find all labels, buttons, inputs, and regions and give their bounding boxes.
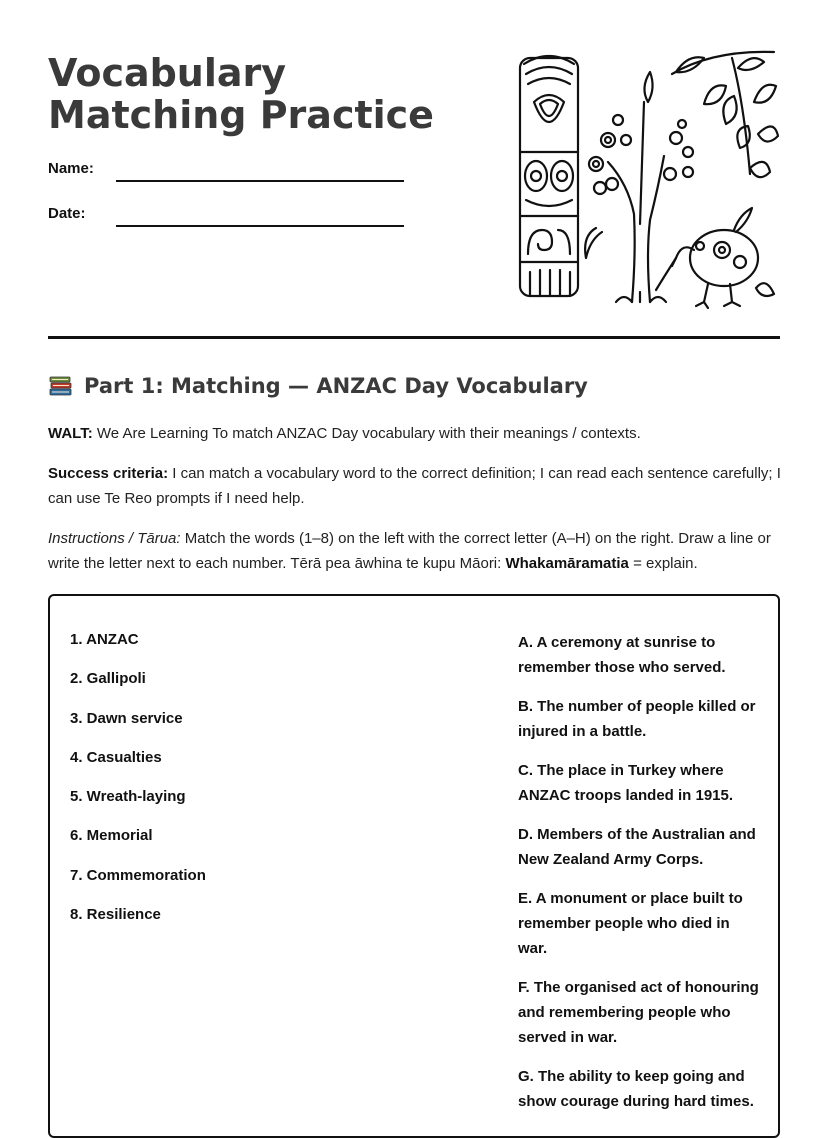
instructions-paragraph <box>48 526 782 576</box>
carved-post-icon <box>520 56 578 296</box>
instructions-text: Match the words (1–8) on the left with the correct letter (A–H) on the right. Draw a line or write the letter next to each number. Tērā pea āwhina te kupu Māori: <box>48 530 771 572</box>
name-label: Name: <box>48 160 94 177</box>
name-field[interactable] <box>116 180 404 182</box>
word-item[interactable]: 5. Wreath-laying <box>70 788 186 806</box>
word-item[interactable]: 2. Gallipoli <box>70 670 146 688</box>
success-criteria-label: Success criteria: <box>48 465 169 482</box>
word-item[interactable]: 3. Dawn service <box>70 709 183 727</box>
definition-item[interactable]: A. A ceremony at sunrise to remember those who served. <box>518 634 726 676</box>
kiwi-bird-icon <box>656 208 774 308</box>
word-item[interactable]: 8. Resilience <box>70 906 161 924</box>
walt-paragraph <box>48 421 782 446</box>
instructions-label: Instructions / Tārua: <box>48 530 181 547</box>
word-item[interactable]: 1. ANZAC <box>70 631 139 648</box>
success-criteria-text: I can match a vocabulary word to the correct definition; I can read each sentence carefully; I can use Te Reo prompts if I need help. <box>48 465 781 507</box>
maori-word: Whakamāramatia <box>505 555 629 572</box>
books-icon <box>48 374 74 398</box>
walt-label: WALT: <box>48 425 93 442</box>
matching-box <box>48 594 780 1138</box>
tree-icon <box>585 72 693 302</box>
word-list <box>70 630 206 944</box>
word-item[interactable]: 7. Commemoration <box>70 866 206 884</box>
date-label: Date: <box>48 205 86 222</box>
definition-item[interactable]: C. The place in Turkey where ANZAC troops landed in 1915. <box>518 762 734 804</box>
date-field[interactable] <box>116 225 404 227</box>
part1-heading <box>48 374 588 398</box>
part1-heading-text: Part 1: Matching — ANZAC Day Vocabulary <box>84 374 588 398</box>
maori-meaning: = explain. <box>633 555 698 572</box>
definition-list <box>518 630 762 1128</box>
section-divider <box>48 336 780 339</box>
word-item[interactable]: 6. Memorial <box>70 827 153 845</box>
definition-item[interactable]: F. The organised act of honouring and remembering people who served in war. <box>518 979 759 1046</box>
definition-item[interactable]: E. A monument or place built to remember people who died in war. <box>518 890 743 957</box>
definition-item[interactable]: G. The ability to keep going and show courage during hard times. <box>518 1068 754 1110</box>
word-item[interactable]: 4. Casualties <box>70 748 162 766</box>
definition-item[interactable]: D. Members of the Australian and New Zealand Army Corps. <box>518 826 756 868</box>
success-criteria-paragraph <box>48 461 782 511</box>
page-title: Vocabulary Matching Practice <box>48 51 434 137</box>
definition-item[interactable]: B. The number of people killed or injured in a battle. <box>518 698 756 740</box>
walt-text: We Are Learning To match ANZAC Day vocabulary with their meanings / contexts. <box>96 425 641 442</box>
leaves-icon <box>672 52 778 177</box>
maori-illustration <box>512 44 782 312</box>
